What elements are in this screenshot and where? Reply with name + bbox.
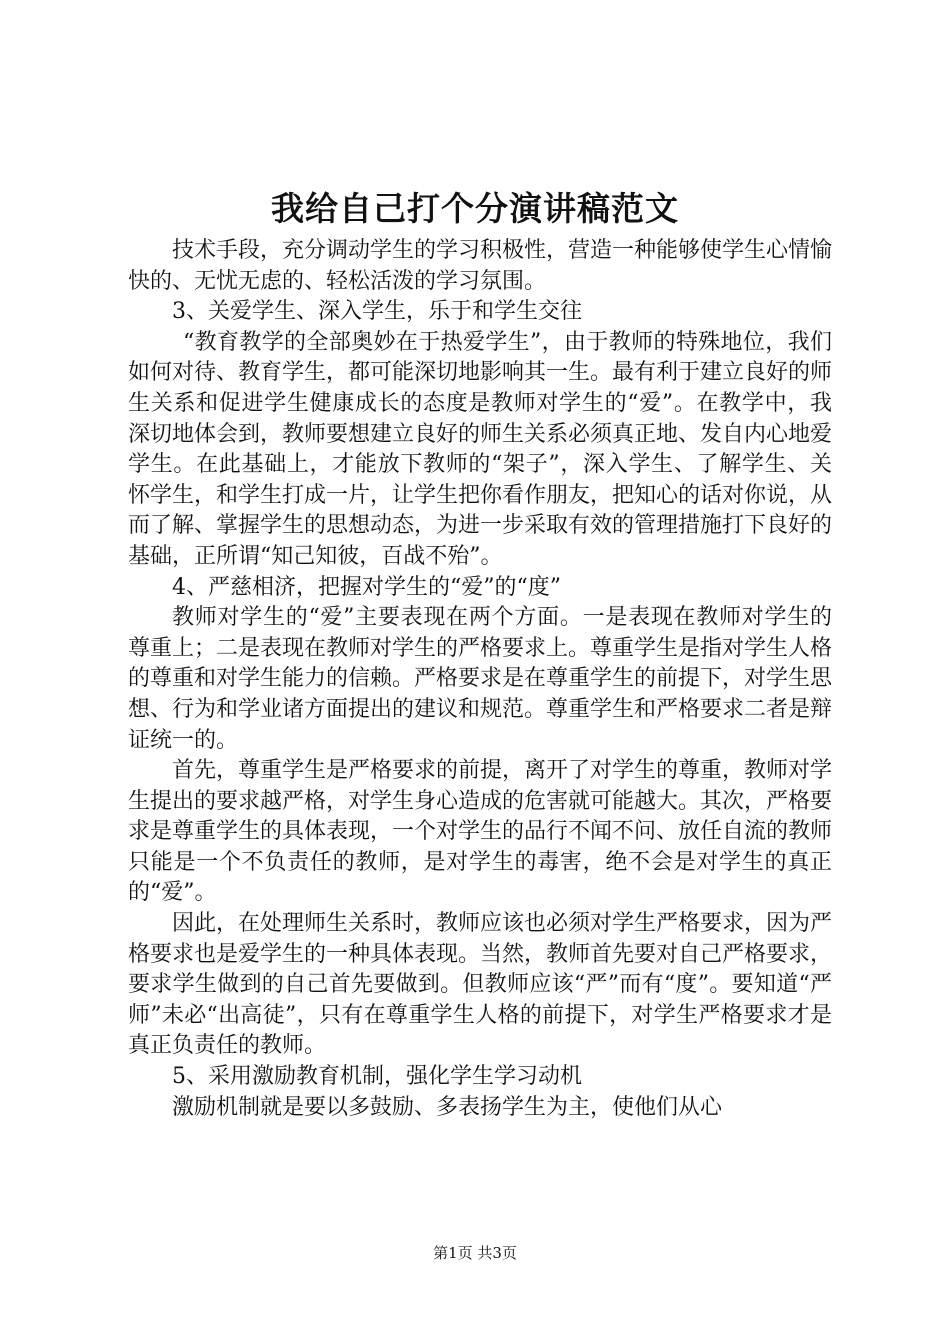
paragraph: 激励机制就是要以多鼓励、多表扬学生为主，使他们从心 xyxy=(172,1094,723,1120)
page-number-footer: 第1页 共3页 xyxy=(433,1244,517,1262)
document-body xyxy=(128,236,832,1123)
section-heading: 4、严慈相济，把握对学生的“爱”的“度” xyxy=(172,574,561,600)
document-title: 我给自己打个分演讲稿范文 xyxy=(271,189,679,228)
paragraph: “教育教学的全部奥妙在于热爱学生”，由于教师的特殊地位，我们如何对待、教育学生，都可能深切地影响其一生。最有利于建立良好的师生关系和促进学生健康成长的态度是教师对学生的“爱”。在教学中，我深切地体会到，教师要想建立良好的师生关系必须真正地、发自内心地爱学生。在此基础上，才能放下教师的“架子”，深入学生、了解学生、关怀学生，和学生打成一片，让学生把你看作朋友，把知心的话对你说，从而了解、掌握学生的思想动态，为进一步采取有效的管理措施打下良好的基础，正所谓“知己知彼，百战不殆”。 xyxy=(128,329,833,569)
paragraph: 教师对学生的“爱”主要表现在两个方面。一是表现在教师对学生的尊重上；二是表现在教师对学生的严格要求上。尊重学生是指对学生人格的尊重和对学生能力的信赖。严格要求是在尊重学生的前提下，对学生思想、行为和学业诸方面提出的建议和规范。尊重学生和严格要求二者是辩证统一的。 xyxy=(128,605,833,753)
section-heading: 3、关爱学生、深入学生，乐于和学生交往 xyxy=(172,299,582,325)
paragraph: 技术手段，充分调动学生的学习积极性，营造一种能够使学生心情愉快的、无忧无虑的、轻松活泼的学习氛围。 xyxy=(128,238,833,294)
section-heading: 5、采用激励教育机制，强化学生学习动机 xyxy=(172,1064,582,1090)
paragraph: 首先，尊重学生是严格要求的前提，离开了对学生的尊重，教师对学生提出的要求越严格，对学生身心造成的危害就可能越大。其次，严格要求是尊重学生的具体表现，一个对学生的品行不闻不问、放任自流的教师只能是一个不负责任的教师，是对学生的毒害，绝不会是对学生的真正的“爱”。 xyxy=(128,758,833,906)
paragraph: 因此，在处理师生关系时，教师应该也必须对学生严格要求，因为严格要求也是爱学生的一种具体表现。当然，教师首先要对自己严格要求，要求学生做到的自己首先要做到。但教师应该“严”而有“度”。要知道“严师”未必“出高徒”，只有在尊重学生人格的前提下，对学生严格要求才是真正负责任的教师。 xyxy=(128,911,833,1059)
